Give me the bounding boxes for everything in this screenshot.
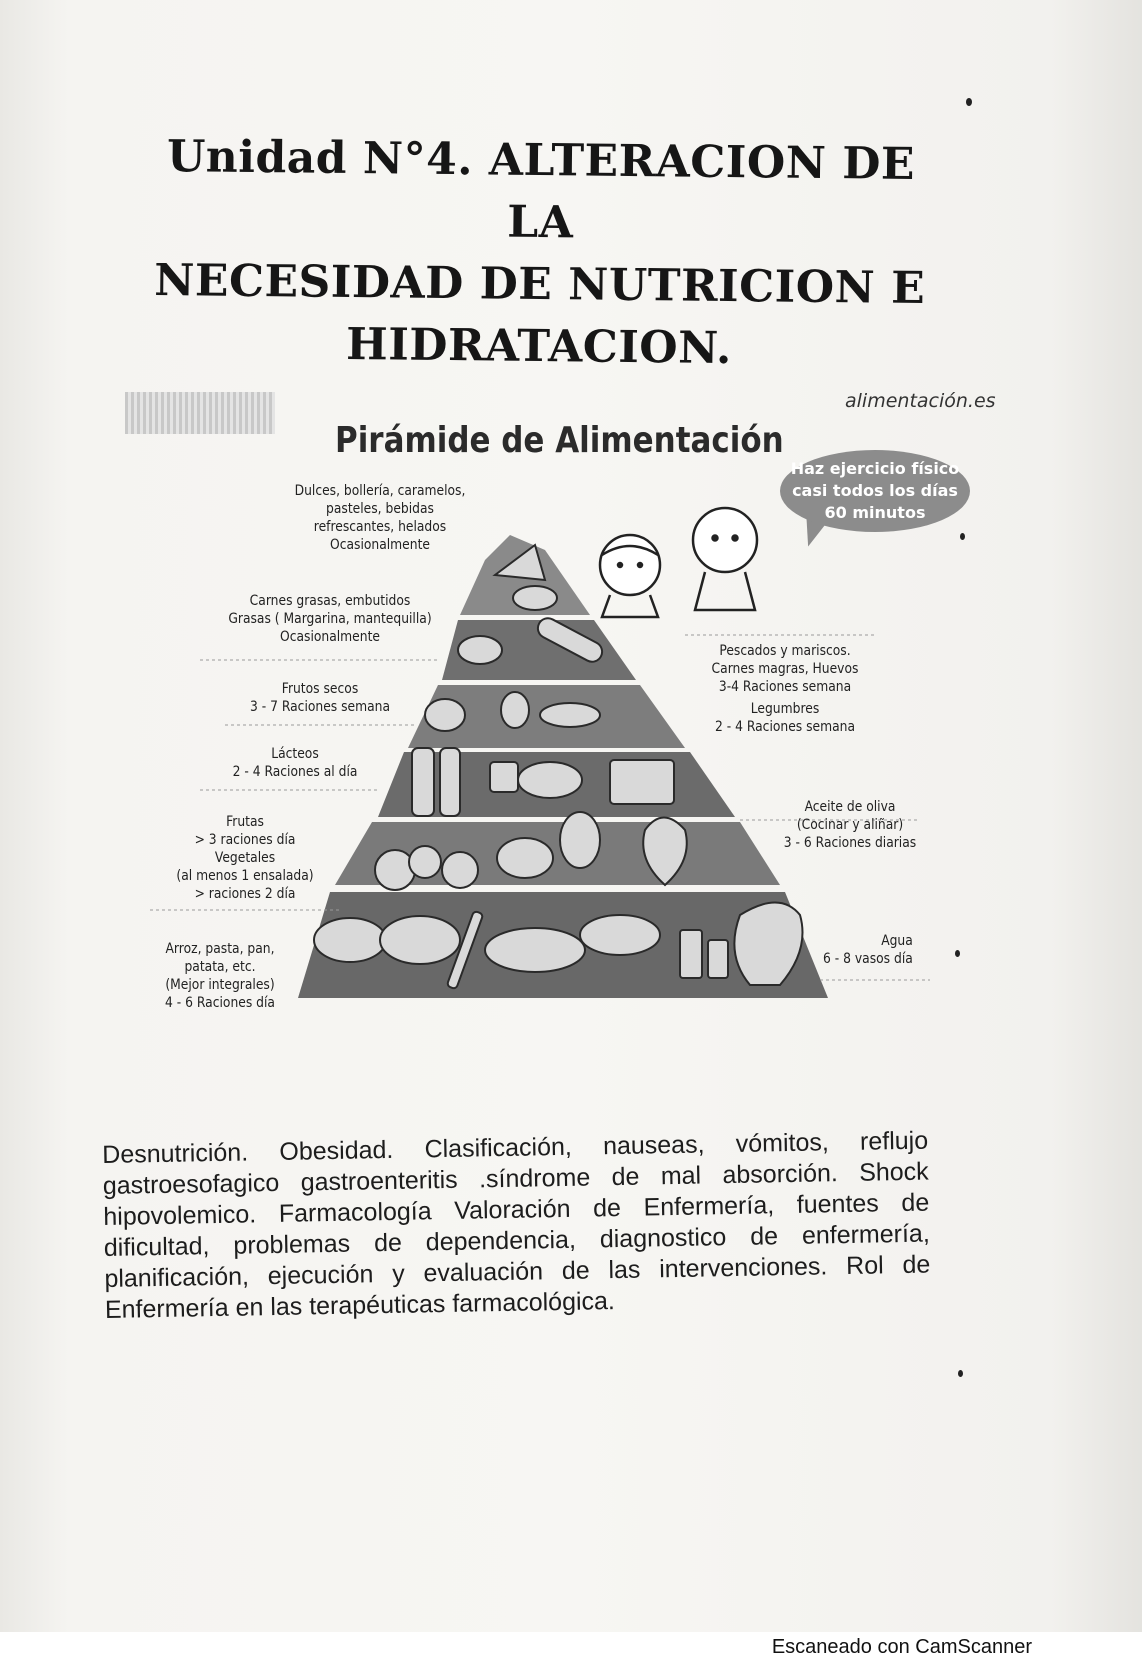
nut-icon bbox=[425, 699, 465, 731]
water-glass-2-icon bbox=[708, 940, 728, 978]
label-fruits-vegetables: Frutas > 3 raciones día Vegetales (al menos 1 ensalada) > raciones 2 día bbox=[176, 814, 314, 902]
rice-bowl-icon bbox=[380, 916, 460, 964]
document-title bbox=[149, 126, 932, 382]
camscanner-watermark: Escaneado con CamScanner bbox=[771, 1636, 1032, 1658]
pyramid-title: Pirámide de Alimentación bbox=[335, 420, 784, 461]
ice-cream-icon bbox=[513, 586, 557, 610]
label-dairy: Lácteos 2 - 4 Raciones al día bbox=[232, 746, 358, 780]
tomato-icon bbox=[442, 852, 478, 888]
fish-icon bbox=[540, 703, 600, 727]
label-olive-oil: Aceite de oliva (Cocinar y aliñar) 3 - 6 Raciones diarias bbox=[783, 799, 917, 851]
boy-face-icon bbox=[693, 508, 757, 572]
milk-bottle-icon bbox=[412, 748, 434, 816]
children-illustration bbox=[600, 508, 757, 617]
scan-speck bbox=[958, 1370, 963, 1377]
cabbage-icon bbox=[497, 838, 553, 878]
fruit-icon bbox=[375, 850, 415, 890]
loaf-icon bbox=[580, 915, 660, 955]
scan-speck bbox=[966, 98, 972, 106]
label-fish-legumes: Pescados y mariscos. Carnes magras, Huevos 3-4 Raciones semana Legumbres 2 - 4 Raciones semana bbox=[711, 643, 859, 735]
label-sweets: Dulces, bollería, caramelos, pasteles, bebidas refrescantes, helados Ocasionalmente bbox=[294, 483, 466, 553]
bubble-line-2: casi todos los días bbox=[792, 481, 958, 500]
yogurt-icon bbox=[490, 762, 518, 792]
broccoli-icon bbox=[560, 812, 600, 868]
scan-speck bbox=[960, 533, 965, 540]
water-glass-icon bbox=[680, 930, 702, 978]
label-grains: Arroz, pasta, pan, patata, etc. (Mejor integrales) 4 - 6 Raciones día bbox=[165, 941, 275, 1011]
site-label: alimentación.es bbox=[845, 390, 996, 412]
bubble-line-1: Haz ejercicio físico bbox=[790, 459, 960, 478]
exercise-speech-bubble bbox=[780, 450, 970, 532]
girl-body-icon bbox=[602, 595, 658, 617]
title-line-1: Unidad N°4. ALTERACION DE LA bbox=[166, 131, 916, 249]
label-fatty-meats: Carnes grasas, embutidos Grasas ( Margarina, mantequilla) Ocasionalmente bbox=[228, 593, 432, 645]
plate-icon bbox=[485, 928, 585, 972]
cheese-icon bbox=[610, 760, 674, 804]
apple-icon bbox=[409, 846, 441, 878]
bread-icon bbox=[314, 918, 386, 962]
boy-body-icon bbox=[695, 572, 755, 610]
label-nuts: Frutos secos 3 - 7 Raciones semana bbox=[249, 681, 391, 715]
scan-speck bbox=[955, 950, 960, 957]
egg-icon bbox=[501, 692, 529, 728]
bubble-line-3: 60 minutos bbox=[824, 503, 926, 522]
girl-face-icon bbox=[600, 535, 660, 595]
title-line-2: NECESIDAD DE NUTRICION E bbox=[153, 254, 926, 315]
label-water: Agua 6 - 8 vasos día bbox=[822, 933, 913, 967]
unit-content-paragraph: Desnutrición. Obesidad. Clasificación, nauseas, vómitos, reflujo gastroesofagico gastroenteritis .síndrome de mal absorción. Shock hipovolemico. Farmacología Valoración de Enfermería, fuentes de dificultad, problemas de dependencia, diagnostico de enfermería, planificación, ejecución y evaluación de las intervenciones. Rol de Enfermería en las terapéuticas farmacológica. bbox=[102, 1126, 931, 1324]
food-pyramid-figure bbox=[140, 370, 1000, 1110]
bowl-icon bbox=[518, 762, 582, 798]
meat-icon bbox=[458, 636, 502, 664]
milk-bottle-2-icon bbox=[440, 748, 460, 816]
title-line-3: HIDRATACION. bbox=[345, 318, 733, 375]
